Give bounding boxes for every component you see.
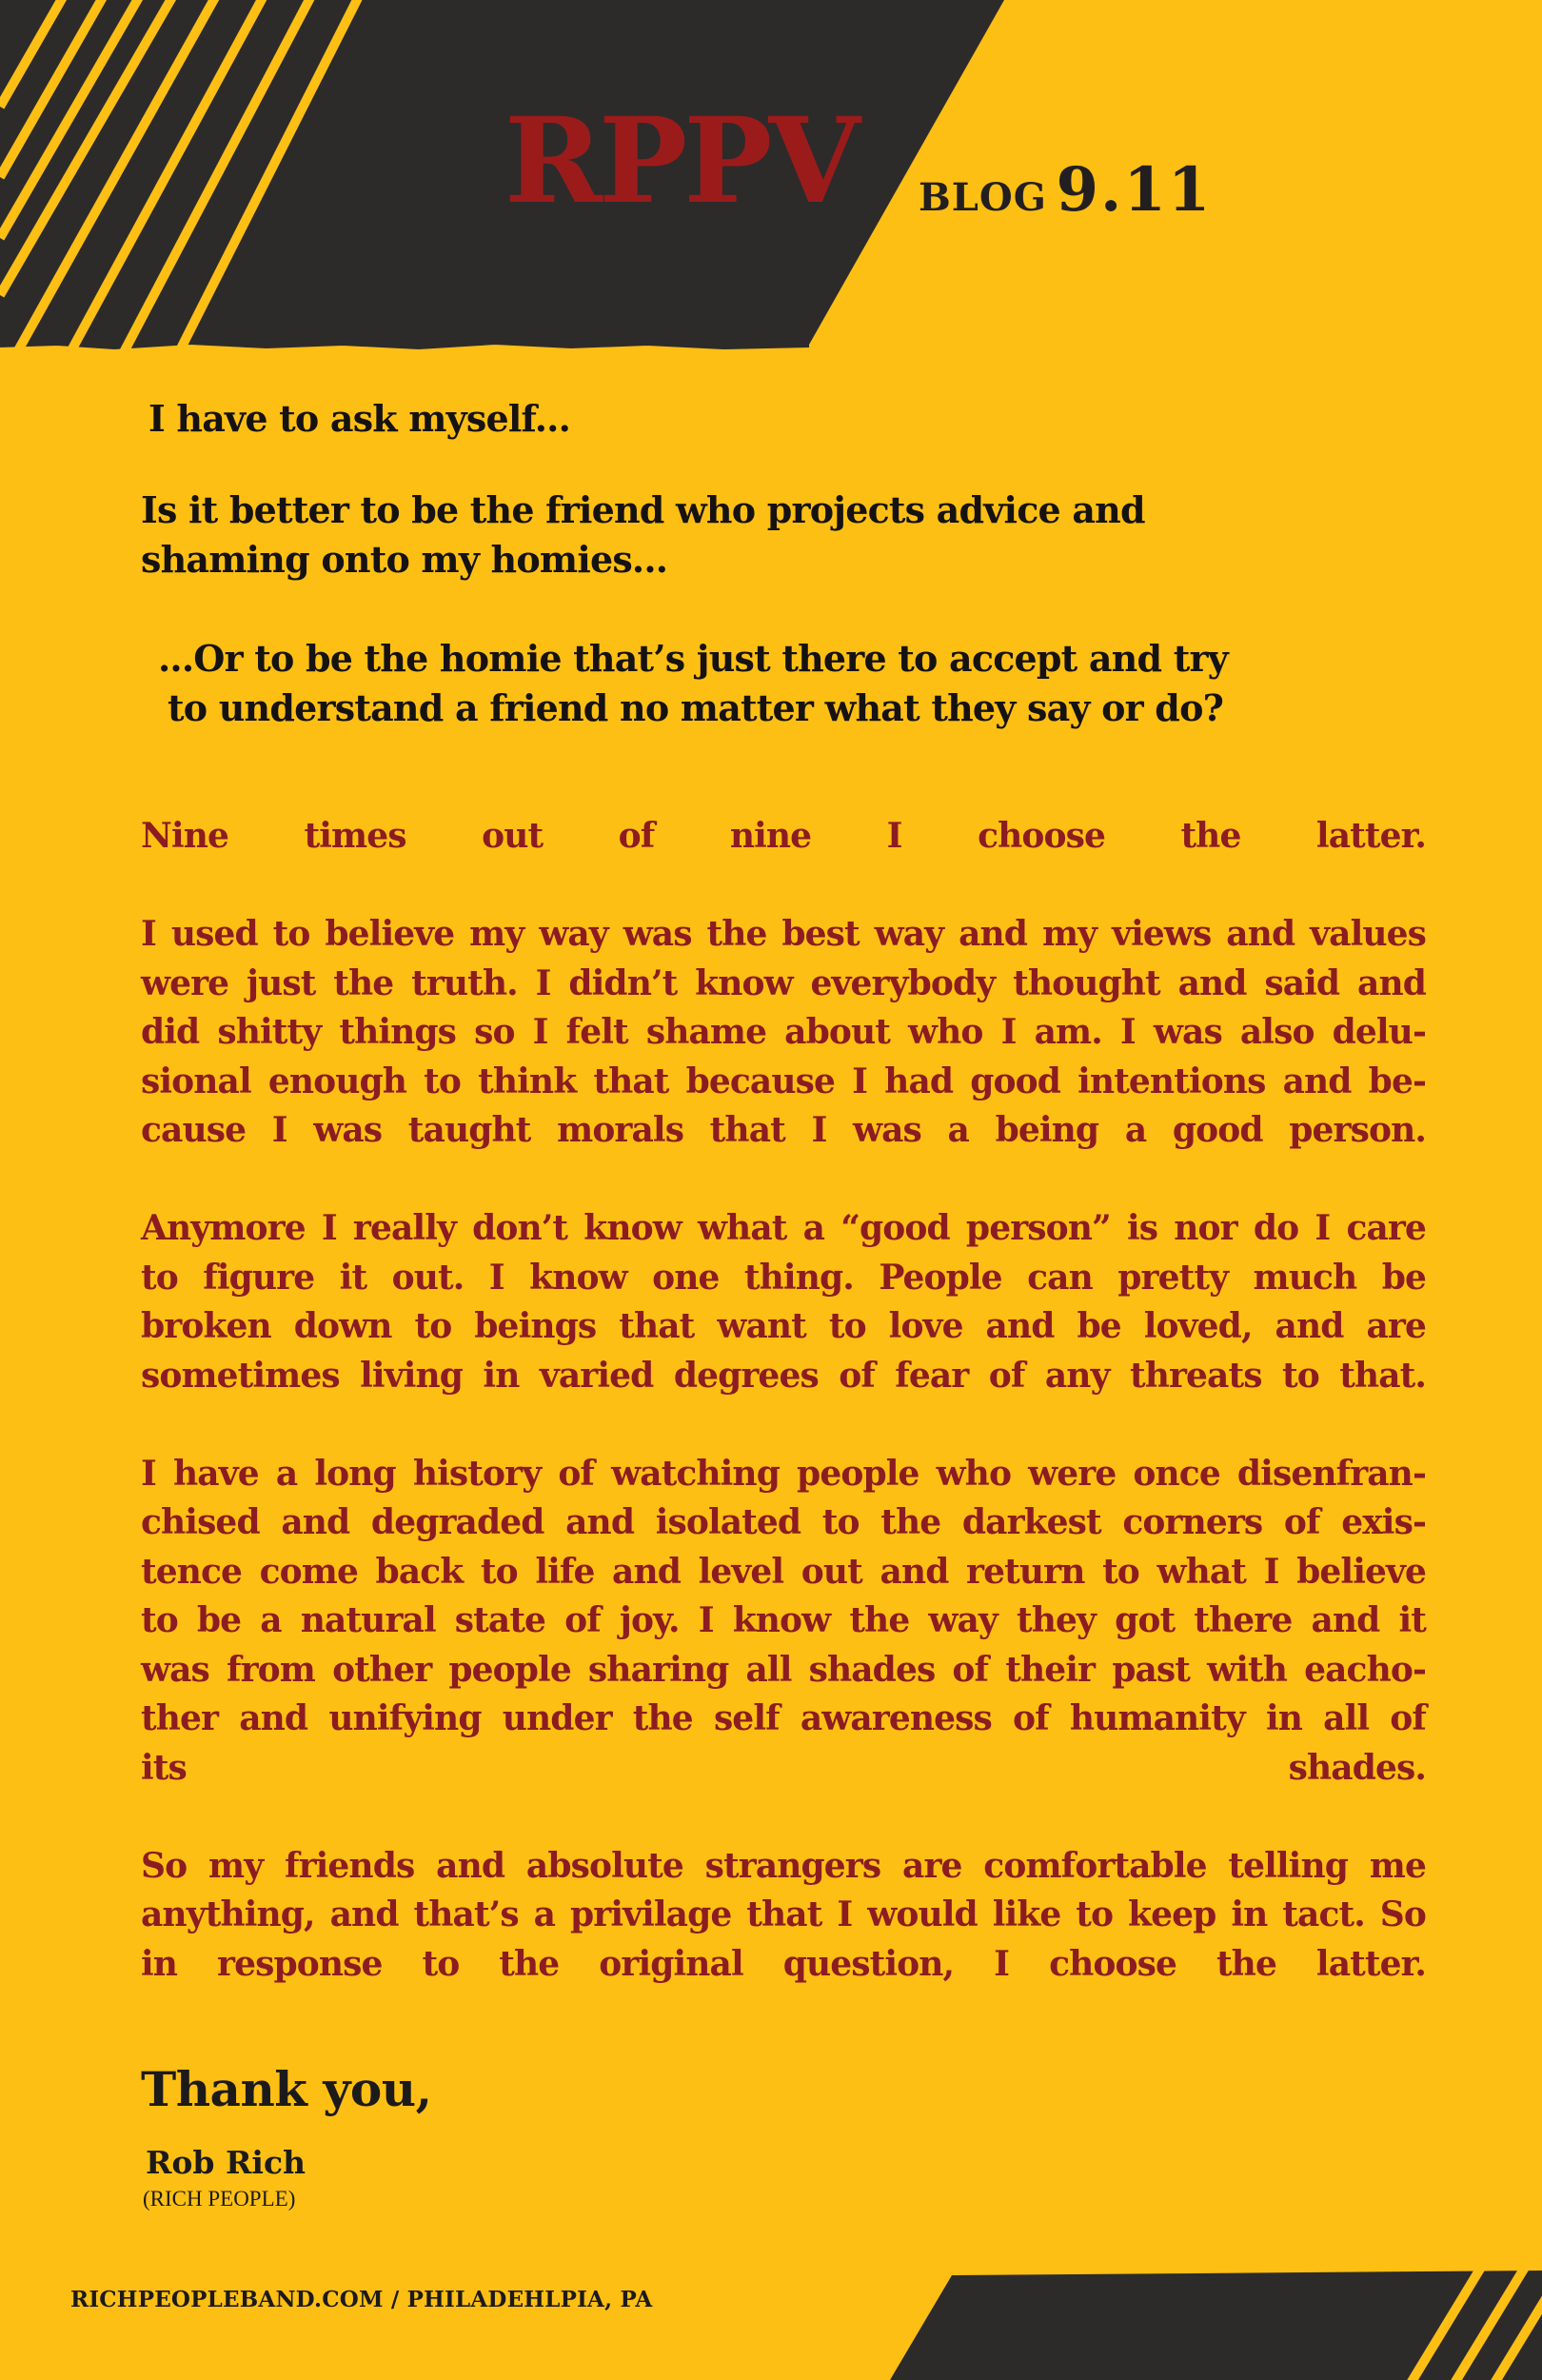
body-line: chised and degraded and isolated to the darkest corners of exis- xyxy=(141,1502,1426,1542)
body-line: its shades. xyxy=(141,1747,1426,1788)
body-line: cause I was taught morals that I was a being a good person. xyxy=(141,1110,1426,1150)
question-one-line-one: Is it better to be the friend who projects advice and xyxy=(141,488,1145,531)
thank-you: Thank you, xyxy=(141,2061,432,2117)
blog-body xyxy=(141,812,1426,2038)
body-line: were just the truth. I didn’t know everybody thought and said and xyxy=(141,962,1426,1003)
body-line: sional enough to think that because I had good intentions and be- xyxy=(141,1061,1426,1101)
body-line: to figure it out. I know one thing. People can pretty much be xyxy=(141,1257,1426,1298)
body-line: to be a natural state of joy. I know the way they got there and it xyxy=(141,1600,1426,1640)
blog-heading xyxy=(919,154,1213,226)
footer-website: RICHPEOPLEBAND.COM / PHILADEHLPIA, PA xyxy=(70,2287,653,2312)
body-line: broken down to beings that want to love and be loved, and are xyxy=(141,1306,1426,1346)
brand-logo: RPPV xyxy=(504,92,857,230)
body-line: So my friends and absolute strangers are comfortable telling me xyxy=(141,1845,1426,1886)
body-paragraph-4 xyxy=(141,1450,1426,1794)
body-line: anything, and that’s a privilage that I would like to keep in tact. So xyxy=(141,1894,1426,1934)
body-line: sometimes living in varied degrees of fear of any threats to that. xyxy=(141,1355,1426,1396)
signer-band: (RICH PEOPLE) xyxy=(143,2187,296,2211)
question-two-line-one: ...Or to be the homie that’s just there to accept and try xyxy=(158,637,1228,680)
body-line: was from other people sharing all shades of their past with eacho- xyxy=(141,1649,1426,1690)
body-line: ther and unifying under the self awareness of humanity in all of xyxy=(141,1698,1426,1738)
body-paragraph-3 xyxy=(141,1204,1426,1400)
body-line: I have a long history of watching people who were once disenfran- xyxy=(141,1453,1426,1494)
blog-number: 9.11 xyxy=(1056,154,1213,226)
body-paragraph-1 xyxy=(141,812,1426,862)
body-line: did shitty things so I felt shame about who I am. I was also delu- xyxy=(141,1012,1426,1052)
question-two-line-two: to understand a friend no matter what they say or do? xyxy=(168,686,1224,729)
blog-label: BLOG xyxy=(919,175,1047,220)
question-one-line-two: shaming onto my homies... xyxy=(141,538,668,581)
body-line: I used to believe my way was the best way and my views and values xyxy=(141,914,1426,954)
body-paragraph-2 xyxy=(141,910,1426,1156)
body-line: Nine times out of nine I choose the latter. xyxy=(141,816,1426,856)
body-line: in response to the original question, I choose the latter. xyxy=(141,1943,1426,1984)
intro-line: I have to ask myself... xyxy=(148,397,571,440)
body-paragraph-5 xyxy=(141,1842,1426,1990)
body-line: Anymore I really don’t know what a “good person” is nor do I care xyxy=(141,1208,1426,1248)
signer-name: Rob Rich xyxy=(146,2144,306,2181)
body-line: tence come back to life and level out and return to what I believe xyxy=(141,1551,1426,1592)
